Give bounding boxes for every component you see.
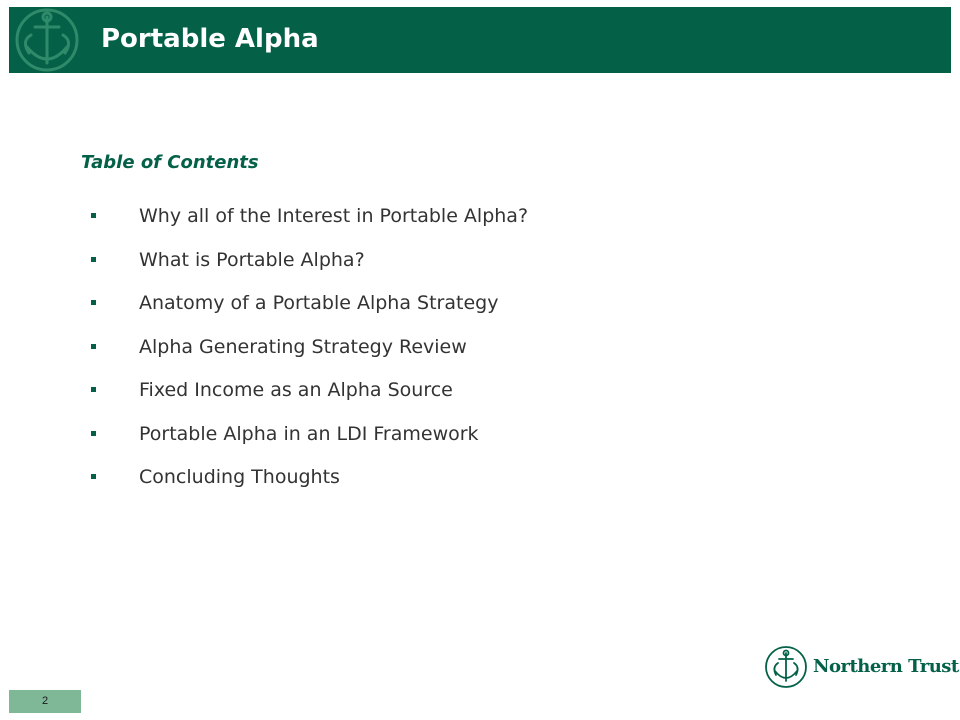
toc-item-label: Anatomy of a Portable Alpha Strategy <box>139 292 499 314</box>
square-bullet-icon <box>91 387 96 392</box>
toc-item-label: Alpha Generating Strategy Review <box>139 335 467 358</box>
square-bullet-icon <box>91 213 96 218</box>
square-bullet-icon <box>91 257 96 262</box>
square-bullet-icon <box>91 474 96 479</box>
anchor-emblem-icon <box>11 7 87 73</box>
anchor-emblem-icon <box>764 645 808 689</box>
toc-item-label: Fixed Income as an Alpha Source <box>139 379 453 401</box>
square-bullet-icon <box>91 300 96 305</box>
toc-item-label: Why all of the Interest in Portable Alpha? <box>139 205 529 227</box>
brand-name: Northern Trust <box>813 656 959 677</box>
toc-heading: Table of Contents <box>81 152 259 173</box>
square-bullet-icon <box>91 431 96 436</box>
page-number-badge <box>9 690 81 713</box>
page-title: Portable Alpha <box>101 24 319 54</box>
toc-item-label: Portable Alpha in an LDI Framework <box>139 422 479 445</box>
title-bar <box>9 7 951 73</box>
toc-item-label: What is Portable Alpha? <box>139 248 365 271</box>
page-number: 2 <box>41 695 49 707</box>
toc-item-label: Concluding Thoughts <box>139 466 340 488</box>
square-bullet-icon <box>91 344 96 349</box>
